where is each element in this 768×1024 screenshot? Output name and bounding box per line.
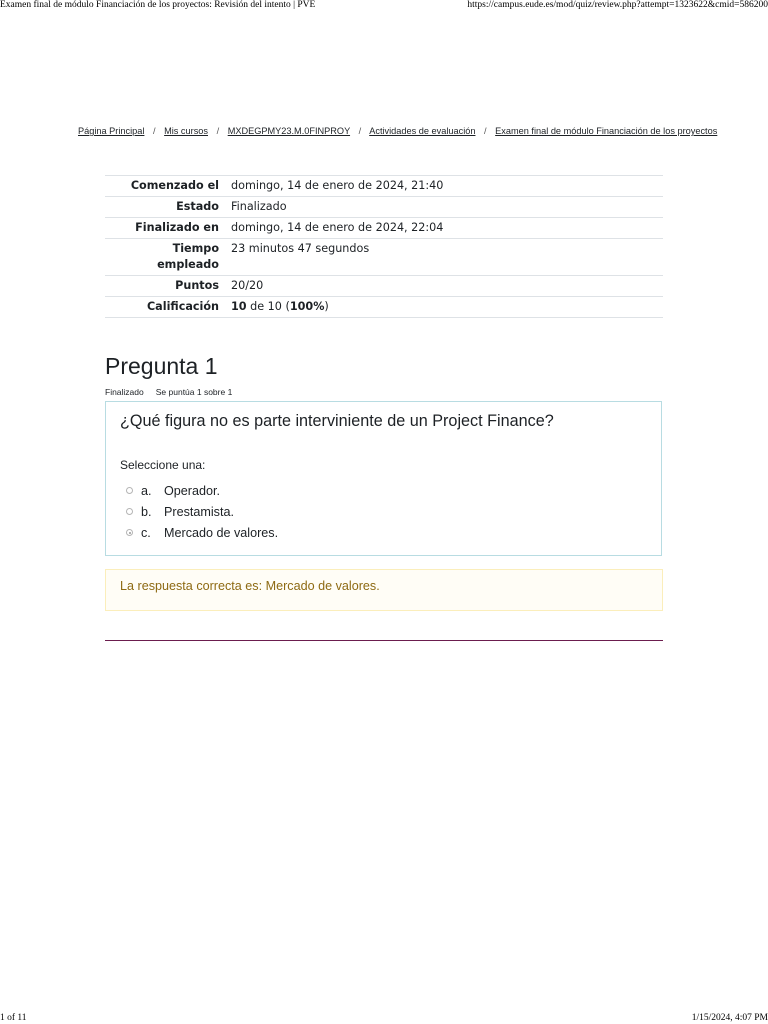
feedback-box <box>105 569 663 611</box>
answer-option-c <box>126 522 278 543</box>
grade-of: de 10 ( <box>246 300 290 313</box>
answer-prompt: Seleccione una: <box>120 458 206 472</box>
summary-row-started <box>105 176 663 197</box>
answer-option-b <box>126 501 278 522</box>
question-text: ¿Qué figura no es parte interviniente de un Project Finance? <box>120 412 554 430</box>
answer-letter: a. <box>141 483 152 498</box>
question-info <box>105 387 232 397</box>
breadcrumb-separator: / <box>152 126 156 136</box>
correct-answer-feedback: La respuesta correcta es: Mercado de valores. <box>120 579 380 593</box>
answer-text: Operador. <box>164 483 221 498</box>
radio-button-selected[interactable] <box>126 529 133 536</box>
points-value: 20/20 <box>231 279 264 292</box>
grade-percent: 100% <box>289 300 325 313</box>
summary-row-state <box>105 197 663 218</box>
grade-value <box>225 297 663 318</box>
started-label: Comenzado el <box>130 179 219 192</box>
breadcrumb-home-link[interactable]: Página Principal <box>78 126 145 136</box>
breadcrumb-my-courses-link[interactable]: Mis cursos <box>164 126 208 136</box>
question-heading: Pregunta 1 <box>105 353 218 379</box>
grade-label: Calificación <box>146 300 219 313</box>
finished-label: Finalizado en <box>135 221 219 234</box>
summary-row-time <box>105 239 663 276</box>
radio-button[interactable] <box>126 508 133 515</box>
summary-row-finished <box>105 218 663 239</box>
print-datetime: 1/15/2024, 4:07 PM <box>691 1013 768 1023</box>
answer-text: Mercado de valores. <box>164 525 279 540</box>
answer-letter: c. <box>141 525 151 540</box>
print-header <box>0 0 768 10</box>
state-value: Finalizado <box>231 200 287 213</box>
points-label: Puntos <box>175 279 219 292</box>
breadcrumb-quiz-link[interactable]: Examen final de módulo Financiación de los proyectos <box>495 126 718 136</box>
grade-close: ) <box>324 300 329 313</box>
print-page-url: https://campus.eude.es/mod/quiz/review.php?attempt=1323622&cmid=586200 <box>467 0 768 10</box>
answer-option-a <box>126 480 278 501</box>
breadcrumb-activities-link[interactable]: Actividades de evaluación <box>369 126 476 136</box>
time-label <box>105 239 225 276</box>
time-label-line-1: Tiempo <box>172 242 219 255</box>
breadcrumb-separator: / <box>216 126 220 136</box>
breadcrumb <box>78 126 717 136</box>
breadcrumb-course-link[interactable]: MXDEGPMY23.M.0FINPROY <box>227 126 351 136</box>
question-mark: Se puntúa 1 sobre 1 <box>155 387 233 397</box>
attempt-summary-table <box>105 175 663 318</box>
question-box <box>105 401 662 556</box>
breadcrumb-separator: / <box>484 126 487 136</box>
print-page-title: Examen final de módulo Financiación de los proyectos: Revisión del intento | PVE <box>0 0 316 10</box>
finished-value: domingo, 14 de enero de 2024, 22:04 <box>231 221 444 234</box>
time-value: 23 minutos 47 segundos <box>231 242 370 255</box>
breadcrumb-separator: / <box>358 126 362 136</box>
print-page-number: 1 of 11 <box>0 1013 27 1023</box>
answer-letter: b. <box>141 504 152 519</box>
question-divider <box>105 640 663 641</box>
answer-text: Prestamista. <box>164 504 234 519</box>
summary-row-grade <box>105 297 663 318</box>
started-value: domingo, 14 de enero de 2024, 21:40 <box>231 179 444 192</box>
grade-score: 10 <box>231 300 247 313</box>
answer-list <box>126 480 278 543</box>
question-state: Finalizado <box>105 387 144 397</box>
print-footer <box>0 1013 768 1023</box>
state-label: Estado <box>176 200 219 213</box>
time-label-line-2: empleado <box>157 258 219 271</box>
radio-button[interactable] <box>126 487 133 494</box>
summary-row-points <box>105 276 663 297</box>
